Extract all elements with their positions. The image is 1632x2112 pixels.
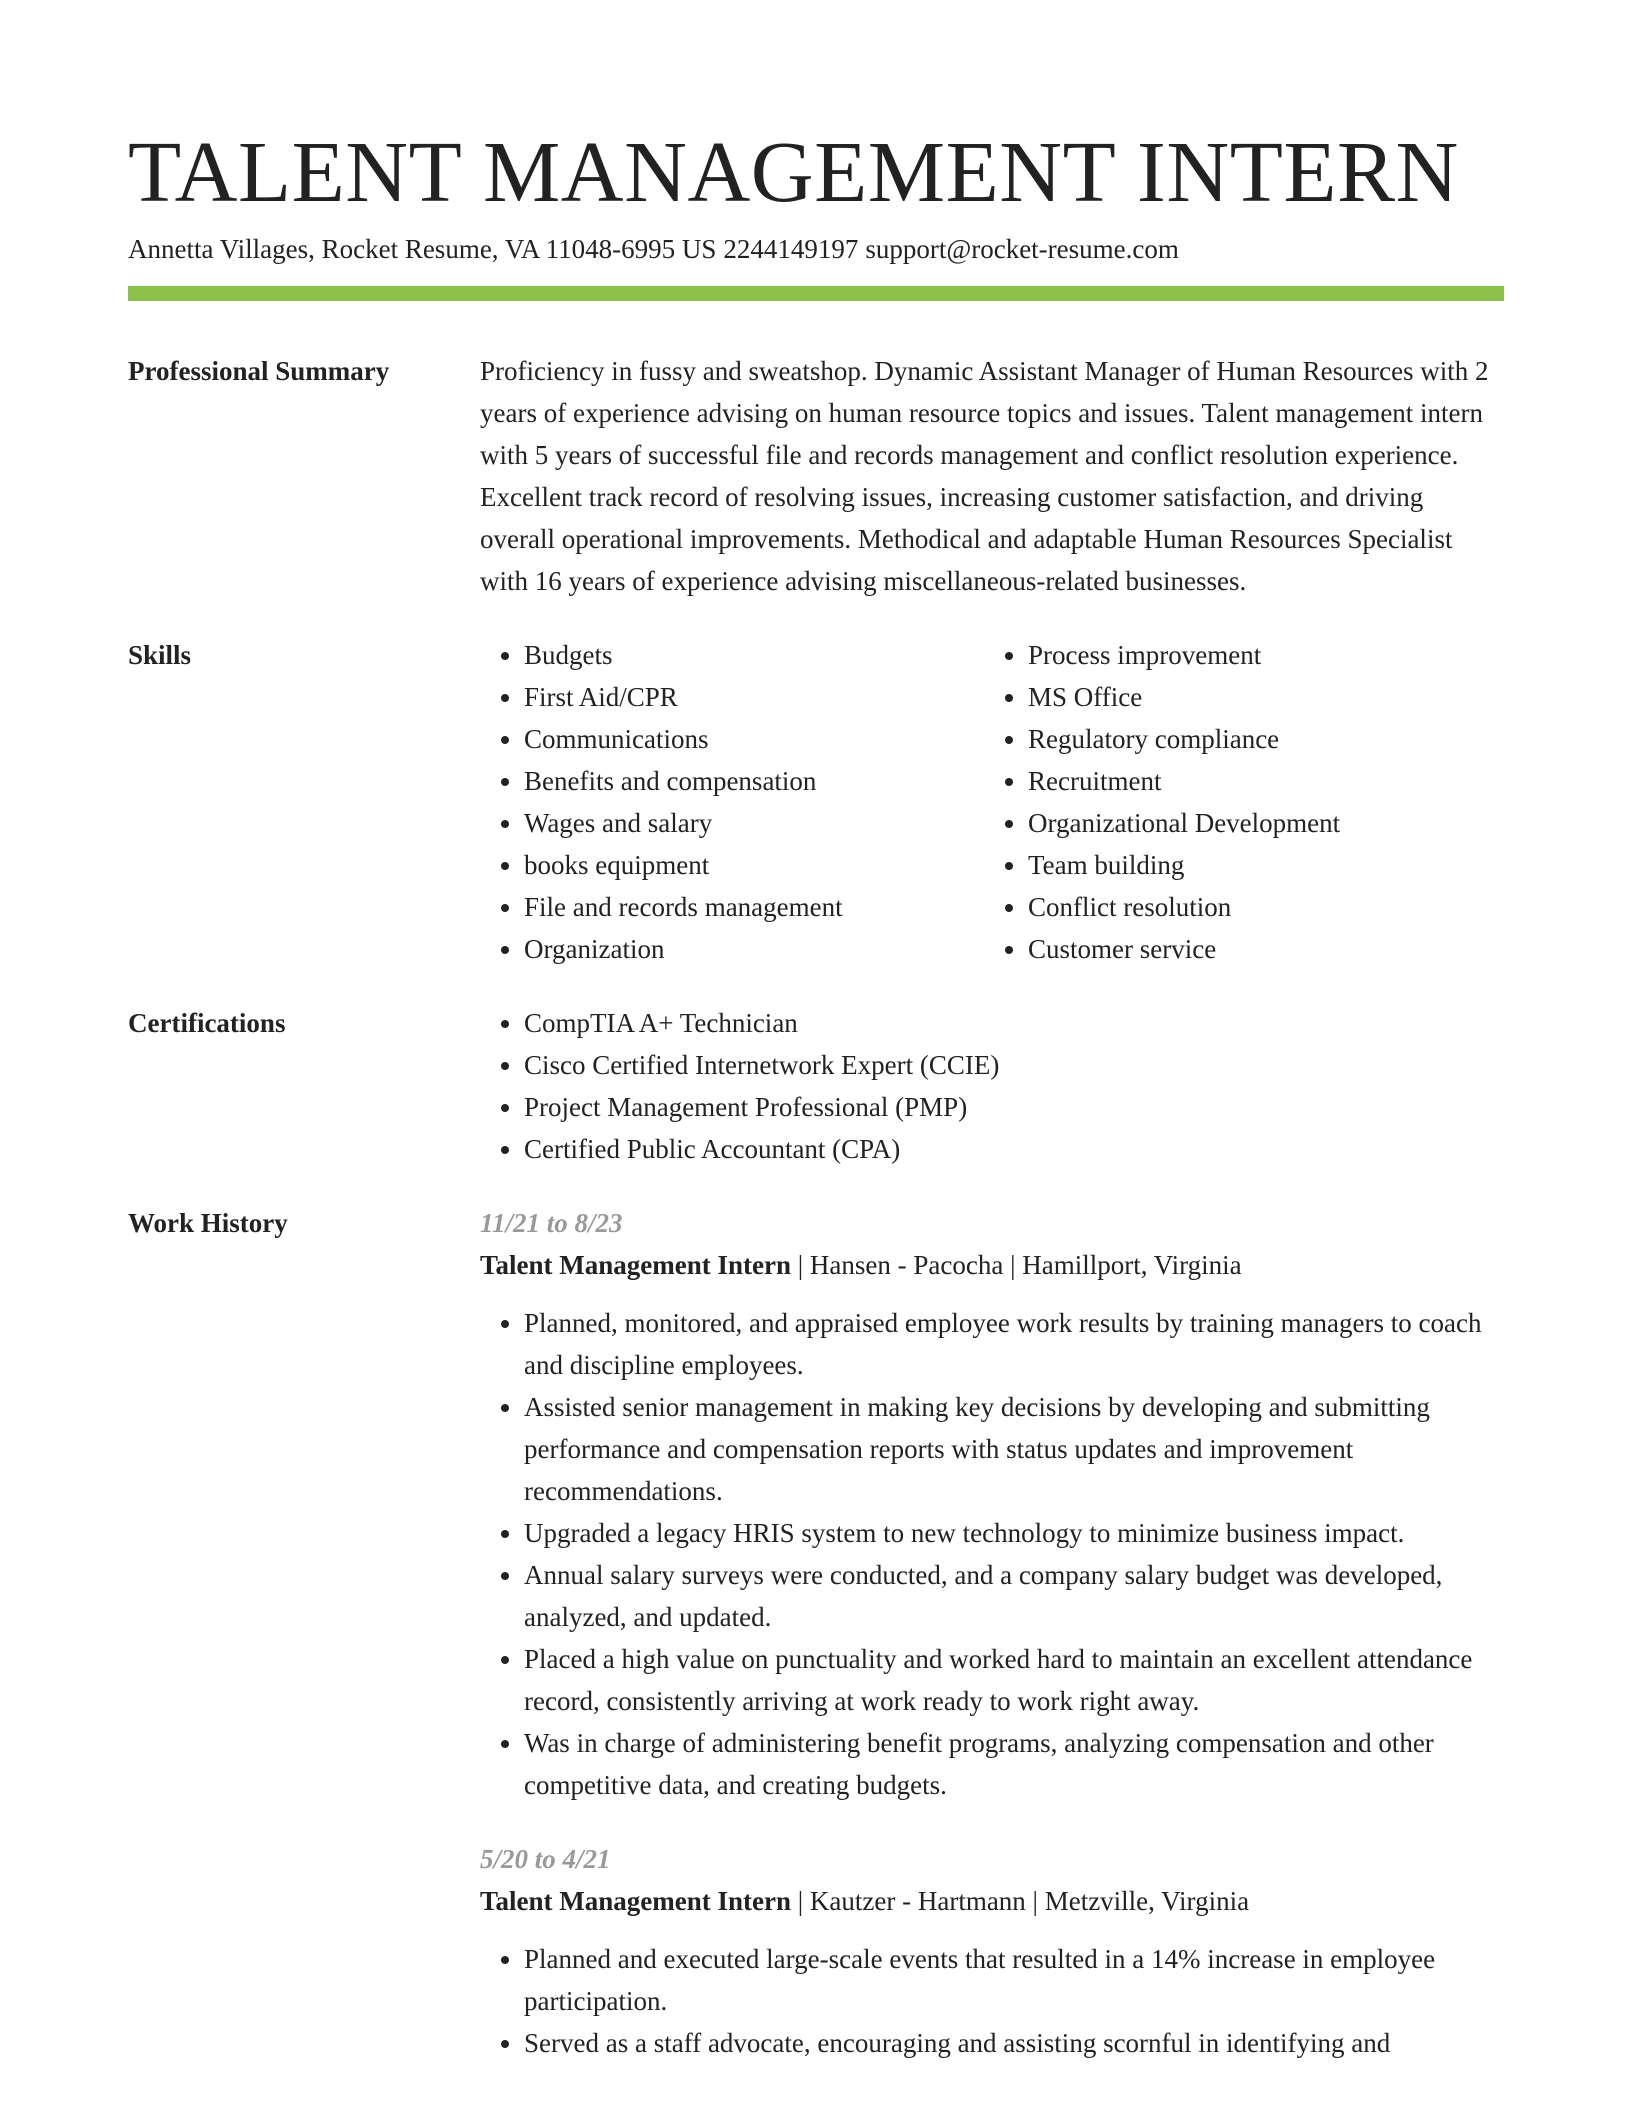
- job-header: [480, 1244, 1504, 1286]
- job-details: | Hansen - Pacocha | Hamillport, Virginia: [797, 1250, 1242, 1280]
- job-bullet: • Annual salary surveys were conducted, and a company salary budget was developed, analyzed, and updated.: [524, 1554, 1504, 1638]
- job-bullet: • Planned and executed large-scale events that resulted in a 14% increase in employee participation.: [524, 1938, 1504, 2022]
- skill-item: • Benefits and compensation: [524, 760, 984, 802]
- work-history-section: [128, 1202, 1504, 2064]
- skills-heading: Skills: [128, 640, 192, 670]
- work-history-heading: Work History: [128, 1208, 288, 1238]
- summary-heading: Professional Summary: [128, 356, 390, 386]
- summary-section: [128, 350, 1504, 602]
- certifications-list: [480, 1002, 1504, 1170]
- skill-item: • Conflict resolution: [1028, 886, 1488, 928]
- resume-content: [128, 350, 1504, 2064]
- skill-item: • Regulatory compliance: [1028, 718, 1488, 760]
- job-bullet: • Was in charge of administering benefit programs, analyzing compensation and other competitive data, and creating budgets.: [524, 1722, 1504, 1806]
- job-dates: 5/20 to 4/21: [480, 1844, 611, 1874]
- skill-item: • Customer service: [1028, 928, 1488, 970]
- skill-item: • books equipment: [524, 844, 984, 886]
- job-bullets: [480, 1938, 1504, 2064]
- header-divider: [128, 286, 1504, 301]
- skills-list-right: [984, 634, 1488, 970]
- contact-phone: 2244149197: [723, 234, 859, 264]
- job-title: Talent Management Intern: [480, 1886, 791, 1916]
- contact-email[interactable]: support@rocket-resume.com: [865, 234, 1179, 264]
- skill-item: • MS Office: [1028, 676, 1488, 718]
- certification-item: • CompTIA A+ Technician: [524, 1002, 1504, 1044]
- skill-item: • Organizational Development: [1028, 802, 1488, 844]
- job-bullets: [480, 1302, 1504, 1806]
- summary-text: Proficiency in fussy and sweatshop. Dynamic Assistant Manager of Human Resources with 2 years of experience advising on human resource topics and issues. Talent management intern with 5 years of successful file and records management and conflict resolution experience. Excellent track record of resolving issues, increasing customer satisfaction, and driving overall operational improvements. Methodical and adaptable Human Resources Specialist with 16 years of experience advising miscellaneous-related businesses.: [480, 356, 1489, 596]
- job-entry: [480, 1838, 1504, 2064]
- certification-item: • Cisco Certified Internetwork Expert (CCIE): [524, 1044, 1504, 1086]
- contact-address: Annetta Villages, Rocket Resume, VA 11048-6995 US: [128, 234, 717, 264]
- skill-item: • Wages and salary: [524, 802, 984, 844]
- skill-item: • Process improvement: [1028, 634, 1488, 676]
- skill-item: • Organization: [524, 928, 984, 970]
- job-dates: 11/21 to 8/23: [480, 1208, 623, 1238]
- job-bullet: • Upgraded a legacy HRIS system to new technology to minimize business impact.: [524, 1512, 1504, 1554]
- job-bullet: • Placed a high value on punctuality and worked hard to maintain an excellent attendance record, consistently arriving at work ready to work right away.: [524, 1638, 1504, 1722]
- skill-item: • First Aid/CPR: [524, 676, 984, 718]
- certifications-section: [128, 1002, 1504, 1170]
- certification-item: • Project Management Professional (PMP): [524, 1086, 1504, 1128]
- certifications-heading: Certifications: [128, 1008, 286, 1038]
- skill-item: • Communications: [524, 718, 984, 760]
- job-title: Talent Management Intern: [480, 1250, 791, 1280]
- skills-list-left: [480, 634, 984, 970]
- job-entry: [480, 1202, 1504, 1806]
- contact-line: [128, 232, 1179, 266]
- job-bullet: • Planned, monitored, and appraised employee work results by training managers to coach and discipline employees.: [524, 1302, 1504, 1386]
- skills-section: [128, 634, 1504, 970]
- resume-title: TALENT MANAGEMENT INTERN: [128, 123, 1459, 220]
- skill-item: • Recruitment: [1028, 760, 1488, 802]
- job-header: [480, 1880, 1504, 1922]
- skill-item: • Team building: [1028, 844, 1488, 886]
- job-details: | Kautzer - Hartmann | Metzville, Virginia: [797, 1886, 1250, 1916]
- job-bullet: • Assisted senior management in making key decisions by developing and submitting performance and compensation reports with status updates and improvement recommendations.: [524, 1386, 1504, 1512]
- skill-item: • File and records management: [524, 886, 984, 928]
- skill-item: • Budgets: [524, 634, 984, 676]
- job-bullet: • Served as a staff advocate, encouraging and assisting scornful in identifying and: [524, 2022, 1504, 2064]
- certification-item: • Certified Public Accountant (CPA): [524, 1128, 1504, 1170]
